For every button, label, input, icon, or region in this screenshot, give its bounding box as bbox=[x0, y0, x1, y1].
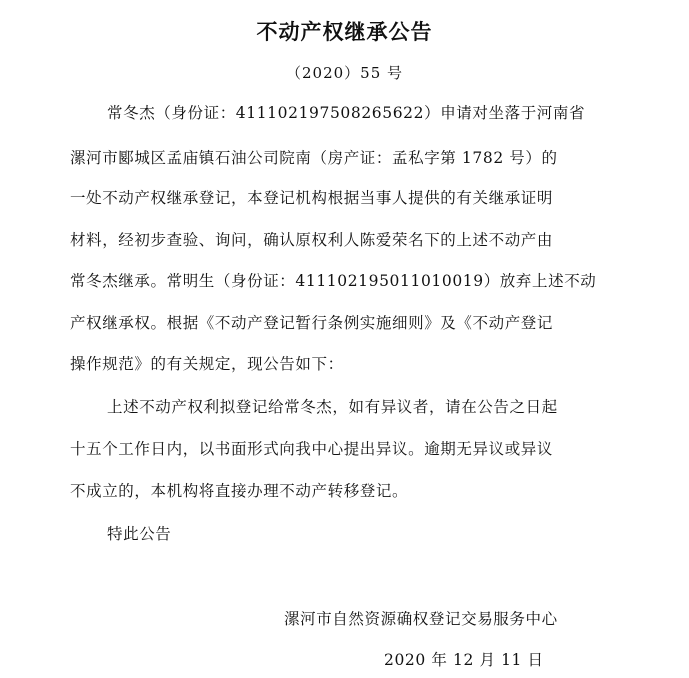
body-line: 产权继承权。根据《不动产登记暂行条例实施细则》及《不动产登记 bbox=[70, 314, 554, 332]
closing-phrase: 特此公告 bbox=[107, 525, 172, 543]
body-line: 材料，经初步查验、询问，确认原权利人陈爱荣名下的上述不动产由 bbox=[70, 231, 554, 249]
body-line: 不成立的，本机构将直接办理不动产转移登记。 bbox=[70, 482, 409, 500]
body-line: 常冬杰（身份证：411102197508265622）申请对坐落于河南省 bbox=[107, 104, 586, 122]
issue-date: 2020 年 12 月 11 日 bbox=[384, 651, 544, 669]
body-line: 操作规范》的有关规定，现公告如下： bbox=[70, 355, 344, 373]
issuing-organization: 漯河市自然资源确权登记交易服务中心 bbox=[284, 610, 558, 628]
body-line: 常冬杰继承。常明生（身份证：411102195011010019）放弃上述不动 bbox=[70, 272, 597, 290]
notice-title: 不动产权继承公告 bbox=[256, 20, 433, 44]
body-line: 一处不动产权继承登记，本登记机构根据当事人提供的有关继承证明 bbox=[70, 189, 554, 207]
document-number: （2020）55 号 bbox=[285, 64, 404, 82]
body-line: 十五个工作日内，以书面形式向我中心提出异议。逾期无异议或异议 bbox=[70, 440, 554, 458]
body-line: 上述不动产权利拟登记给常冬杰，如有异议者，请在公告之日起 bbox=[107, 398, 558, 416]
body-line: 漯河市郾城区孟庙镇石油公司院南（房产证：孟私字第 1782 号）的 bbox=[70, 149, 558, 167]
